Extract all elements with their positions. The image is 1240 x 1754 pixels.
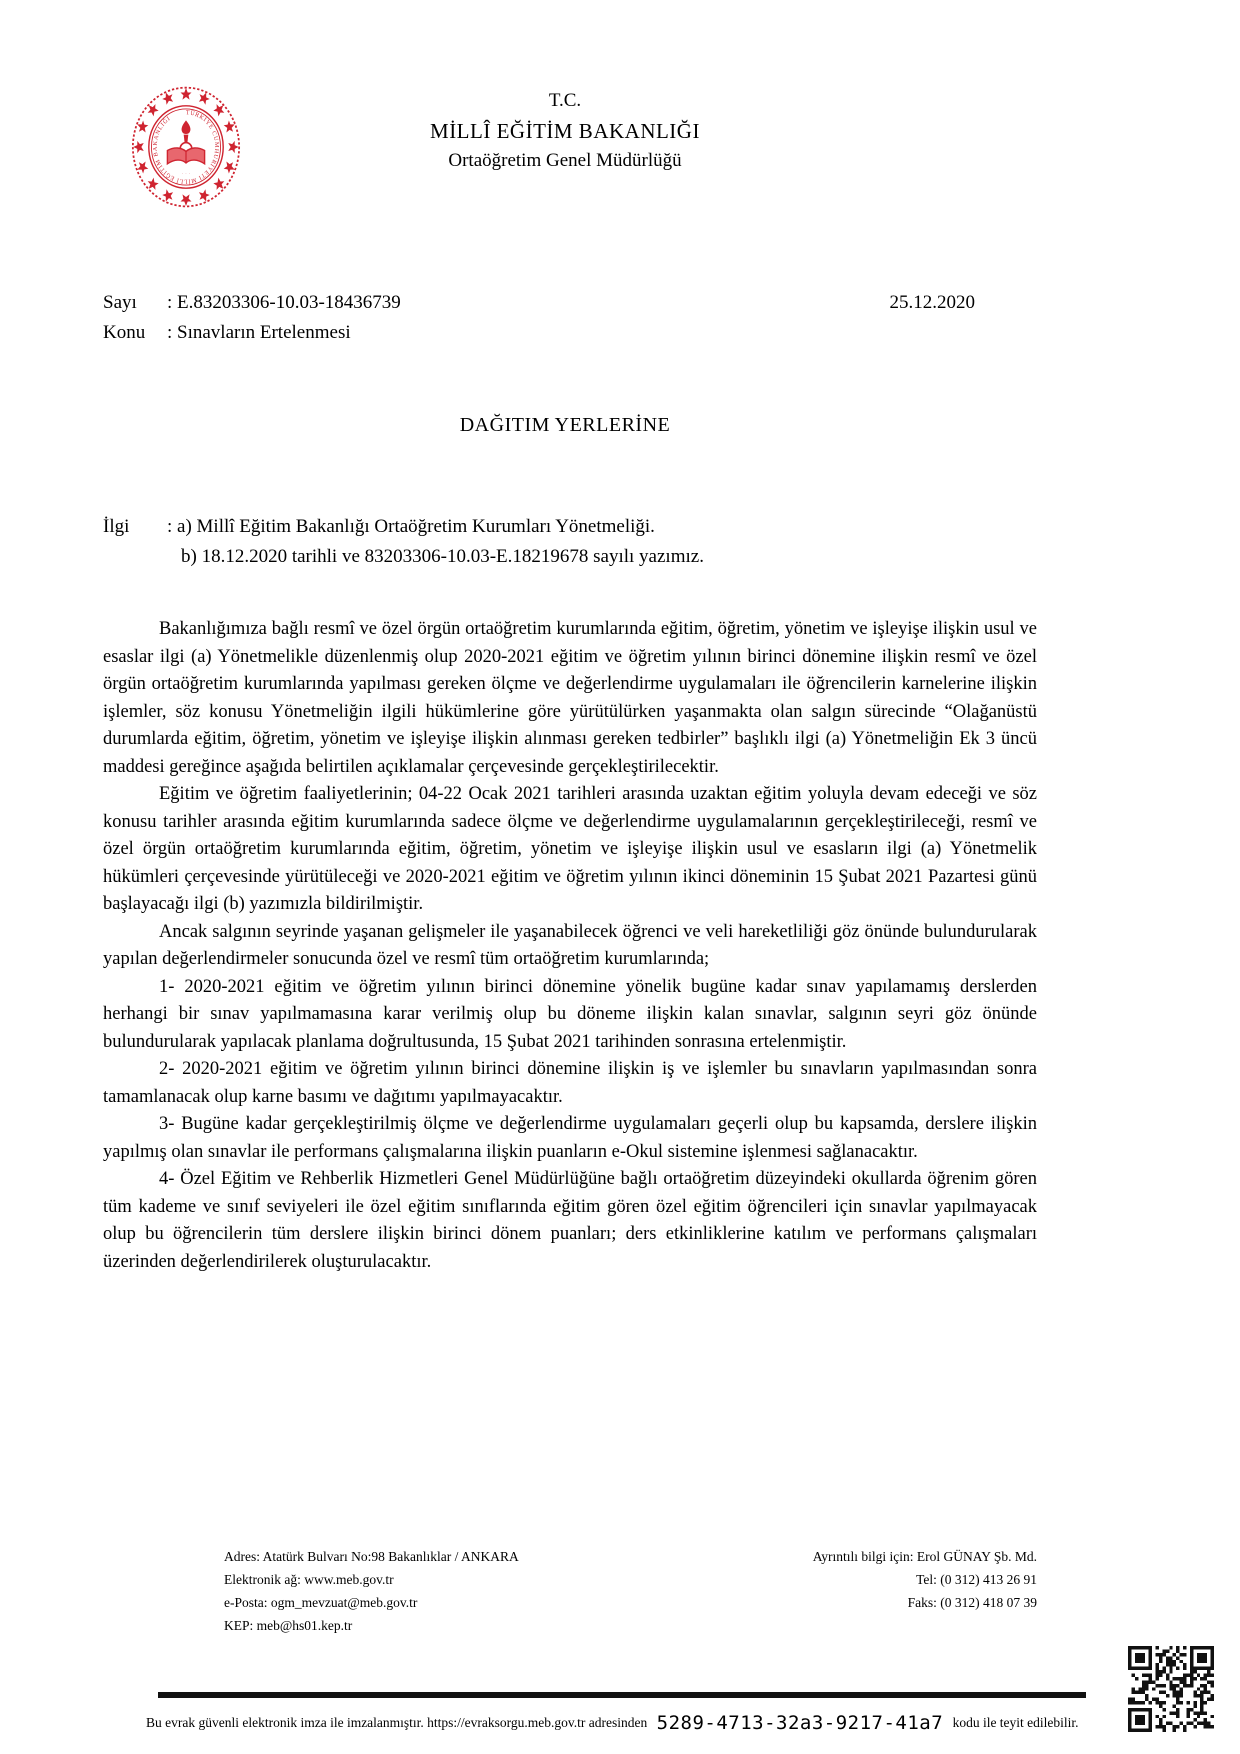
page-title: DAĞITIM YERLERİNE [459, 414, 671, 436]
letterhead-tc: T.C. [548, 90, 582, 111]
verification-code: 5289-4713-32a3-9217-41a7 [656, 1712, 944, 1734]
paragraph-item-4: 4- Özel Eğitim ve Rehberlik Hizmetleri Genel Müdürlüğüne bağlı ortaöğretim düzeyindeki okullarda öğrenim gören tüm kademe ve sınıf seviyeleri ile özel eğitim sınıflarında eğitim gören özel eğitim öğrencileri için sınavlar yapılmayacak olup bu öğrencilerin tüm derslere ilişkin birinci dönem puanları; ders etkinliklerine katılım ve performans çalışmaları üzerinden değerlendirilerek oluşturulacaktır. [103, 1169, 1037, 1272]
address-line: Adres: Atatürk Bulvarı No:98 Bakanlıklar / ANKARA [224, 1549, 519, 1564]
letterhead [0, 86, 1130, 176]
seal-ring-text: TÜRKİYE CUMHURİYETİ MİLLÎ EĞİTİM BAKANLIĞI [152, 109, 220, 184]
verification-prefix: Bu evrak güvenli elektronik imza ile imzalanmıştır. https://evraksorgu.meb.gov.tr adresinden [146, 1715, 648, 1730]
paragraph-item-2: 2- 2020-2021 eğitim ve öğretim yılının birinci dönemine ilişkin iş ve işlemler bu sınavların yapılmasından sonra tamamlanacak olup karne basımı ve dağıtımı yapılmayacaktır. [103, 1059, 1037, 1107]
verification-suffix: kodu ile teyit edilebilir. [952, 1715, 1079, 1730]
address-block [224, 1545, 519, 1637]
svg-text:· · ·: · · · [181, 170, 191, 176]
contact-person-line: Ayrıntılı bilgi için: Erol GÜNAY Şb. Md. [812, 1549, 1037, 1564]
paragraph: Eğitim ve öğretim faaliyetlerinin; 04-22 Ocak 2021 tarihleri arasında uzaktan eğitim yoluyla devam edeceği ve söz konusu tarihler arasında eğitim kurumlarında sadece ölçme ve değerlendirme uygulamalarının gerçekleştirileceği, resmî ve özel örgün ortaöğretim kurumlarında eğitim, öğretim, yönetim ve işleyişe ilişkin usul ve esasların ilgi (a) Yönetmelik hükümleri çerçevesinde yürütüleceği ve 2020-2021 eğitim ve öğretim yılının ikinci döneminin 15 Şubat 2021 Pazartesi günü başlayacağı ilgi (b) yazımızla bildirilmiştir. [103, 784, 1037, 914]
letter-body [103, 616, 1037, 1276]
ilgi-line-a-text: : a) Millî Eğitim Bakanlığı Ortaöğretim Kurumları Yönetmeliği. [167, 516, 655, 537]
konu-label: Konu [103, 322, 146, 343]
paragraph-item-3: 3- Bugüne kadar gerçekleştirilmiş ölçme ve değerlendirme uygulamaları geçerli olup bu kapsamda, derslere ilişkin yapılmış olan sınavlar ile performans çalışmalarına ilişkin puanların e-Okul sistemine işlenmesi sağlanacaktır. [103, 1114, 1037, 1162]
email-line: e-Posta: ogm_mevzuat@meb.gov.tr [224, 1595, 418, 1610]
ilgi-block [103, 512, 1037, 572]
paragraph: Ancak salgının seyrinde yaşanan gelişmeler ile yaşanabilecek öğrenci ve veli hareketliliği göz önünde bulundurularak yapılan değerlendirmeler sonucunda özel ve resmî tüm ortaöğretim kurumlarında; [103, 921, 1037, 969]
ilgi-line-b: b) 18.12.2020 tarihli ve 83203306-10.03-E.18219678 sayılı yazımız. [181, 546, 704, 567]
konu-value: : Sınavların Ertelenmesi [167, 322, 351, 343]
ilgi-line-a [103, 512, 1037, 542]
paragraph-item-1: 1- 2020-2021 eğitim ve öğretim yılının birinci dönemine yönelik bugüne kadar sınav yapılamamış derslerden herhangi bir sınav yapılmamasına karar verilmiş olup bu döneme ilişkin kalan sınavlar, salgının seyri göz önünde bulundurularak yapılacak planlama doğrultusunda, 15 Şubat 2021 tarihinden sonrasına ertelenmiştir. [103, 976, 1037, 1052]
letterhead-directorate: Ortaöğretim Genel Müdürlüğü [448, 150, 682, 171]
ilgi-label: İlgi [103, 516, 130, 537]
separator-bar [158, 1692, 1086, 1698]
sayi-row [103, 288, 1037, 318]
phone-line: Tel: (0 312) 413 26 91 [916, 1572, 1037, 1587]
sayi-label: Sayı [103, 292, 137, 313]
kep-line: KEP: meb@hs01.kep.tr [224, 1618, 353, 1633]
document-meta [103, 288, 1037, 348]
fax-line: Faks: (0 312) 418 07 39 [907, 1595, 1037, 1610]
konu-row [103, 318, 1037, 348]
qr-code [1128, 1646, 1214, 1732]
letterhead-ministry: MİLLÎ EĞİTİM BAKANLIĞI [430, 119, 700, 143]
document-date: 25.12.2020 [889, 292, 975, 313]
sayi-value: : E.83203306-10.03-18436739 [167, 292, 401, 313]
contact-block [813, 1545, 1037, 1614]
paragraph: Bakanlığımıza bağlı resmî ve özel örgün ortaöğretim kurumlarında eğitim, öğretim, yönetim ve işleyişe ilişkin usul ve esaslar ilgi (a) Yönetmelikle düzenlenmiş olup 2020-2021 eğitim ve öğretim yılının birinci dönemine ilişkin resmî ve özel örgün ortaöğretim kurumlarında yapılması gereken ölçme ve değerlendirme uygulamaları ile öğrencilerin karnelerine ilişkin işlemler, söz konusu Yönetmeliğin ilgili hükümlerine göre yürütülürken yaşanmakta olan salgın sürecinde “Olağanüstü durumlarda eğitim, öğretim, yönetim ve işleyişe ilişkin alınması gereken tedbirler” başlıklı ilgi (a) Yönetmeliğin Ek 3 üncü maddesi gereğince aşağıda belirtilen açıklamalar çerçevesinde gerçekleştirilecektir. [103, 619, 1037, 777]
website-line: Elektronik ağ: www.meb.gov.tr [224, 1572, 394, 1587]
verification-line [146, 1712, 1126, 1734]
